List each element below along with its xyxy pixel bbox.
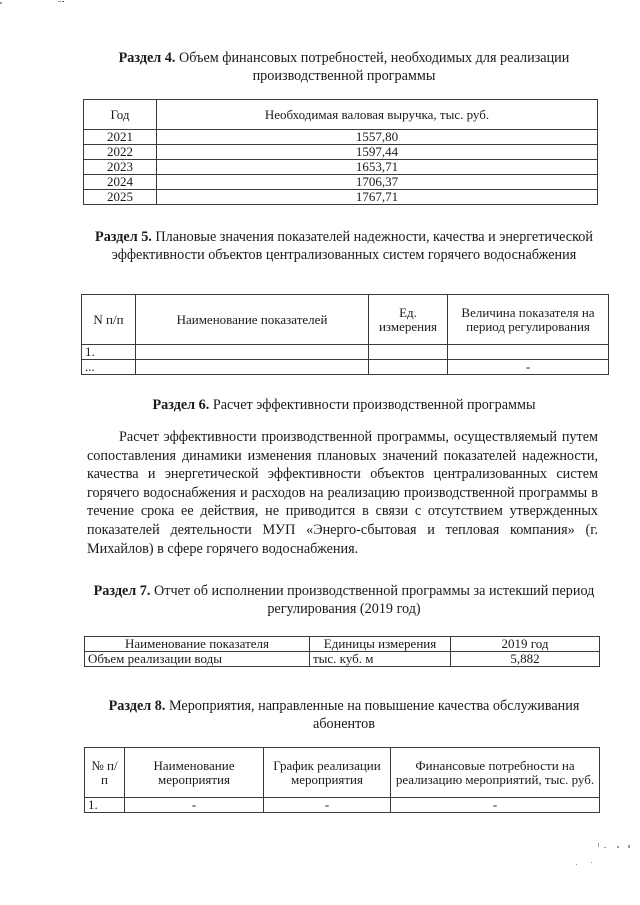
row-number-cell: 1. [82,345,136,360]
indicator-name-cell: Объем реализации воды [85,652,310,667]
year-cell: 2022 [84,145,157,160]
table-header-cell: Год [84,100,157,130]
table-header-cell: Наименование мероприятия [125,748,264,798]
row-number-cell: ... [82,360,136,375]
scan-artifact [58,1,61,2]
value-cell [448,345,609,360]
table-row [84,130,598,145]
section8-title: Мероприятия, направленные на повышение качества обслуживания абонентов [168,698,580,732]
section4-table [83,99,598,205]
table-header-cell: Ед. измерения [369,295,448,345]
value-cell: 5,882 [451,652,600,667]
section5-heading [84,228,604,264]
section6-paragraph: Расчет эффективности производственной программы, осуществляемый путем сопоставления динамики изменения плановых значений показателей надежности, качества и энергетической эффективности объектов централизованных систем горячего водоснабжения и расходов на реализацию производственной программы в течение срока ее действия, не приводится в связи с отсутствием утвержденных показателей деятельности МУП «Энерго-сбытовая и тепловая компания» (г. Михайлов) в сфере горячего водоснабжения. [87,429,598,557]
scan-artifact [576,864,577,865]
section6-label: Раздел 6. [152,397,210,413]
table-header-cell: Наименование показателей [136,295,369,345]
table-row [85,652,600,667]
activity-name-cell: - [125,798,264,813]
section4-title: Объем финансовых потребностей, необходимых для реализации производственной программы [179,50,570,84]
unit-cell: тыс. куб. м [310,652,451,667]
scan-artifact [591,862,592,863]
table-row [84,175,598,190]
table-header-cell: Финансовые потребности на реализацию мероприятий, тыс. руб. [391,748,600,798]
scan-artifact [628,845,630,848]
table-row [84,190,598,205]
scan-artifact [598,843,599,847]
table-row [82,345,609,360]
section8-table [84,747,600,813]
revenue-cell: 1597,44 [157,145,598,160]
scan-artifact [62,1,64,2]
table-header-cell: N п/п [82,295,136,345]
scan-artifact [0,2,2,4]
year-cell: 2024 [84,175,157,190]
section4-heading [84,49,604,85]
table-header-cell: График реализации мероприятия [264,748,391,798]
section7-label: Раздел 7. [93,583,151,599]
schedule-cell: - [264,798,391,813]
indicator-name-cell [136,360,369,375]
financial-needs-cell: - [391,798,600,813]
table-header-cell: Наименование показателя [85,637,310,652]
table-header-cell: Величина показателя на период регулирования [448,295,609,345]
table-row [84,145,598,160]
section7-heading [84,582,604,618]
table-header-row [82,295,609,345]
section6-heading [84,396,604,414]
section5-title: Плановые значения показателей надежности, качества и энергетической эффективности объектов централизованных систем горячего водоснабжения [111,229,593,263]
section5-label: Раздел 5. [95,229,152,245]
indicator-name-cell [136,345,369,360]
table-row [85,798,600,813]
table-header-cell: № п/п [85,748,125,798]
unit-cell [369,360,448,375]
year-cell: 2021 [84,130,157,145]
unit-cell [369,345,448,360]
table-header-cell: 2019 год [451,637,600,652]
revenue-cell: 1767,71 [157,190,598,205]
scan-artifact [604,847,606,848]
table-row [84,160,598,175]
revenue-cell: 1706,37 [157,175,598,190]
table-header-cell: Единицы измерения [310,637,451,652]
table-header-row [84,100,598,130]
revenue-cell: 1557,80 [157,130,598,145]
section7-table [84,636,600,667]
year-cell: 2023 [84,160,157,175]
row-number-cell: 1. [85,798,125,813]
table-header-row [85,637,600,652]
section8-heading [84,697,604,733]
year-cell: 2025 [84,190,157,205]
section5-table [81,294,609,375]
section4-label: Раздел 4. [118,50,176,66]
table-header-cell: Необходимая валовая выручка, тыс. руб. [157,100,598,130]
table-row [82,360,609,375]
revenue-cell: 1653,71 [157,160,598,175]
table-header-row [85,748,600,798]
value-cell: - [448,360,609,375]
section6-title: Расчет эффективности производственной программы [212,397,536,413]
scan-artifact [617,846,619,848]
section7-title: Отчет об исполнении производственной программы за истекший период регулирования (2019 год) [154,583,595,617]
section8-label: Раздел 8. [108,698,166,714]
